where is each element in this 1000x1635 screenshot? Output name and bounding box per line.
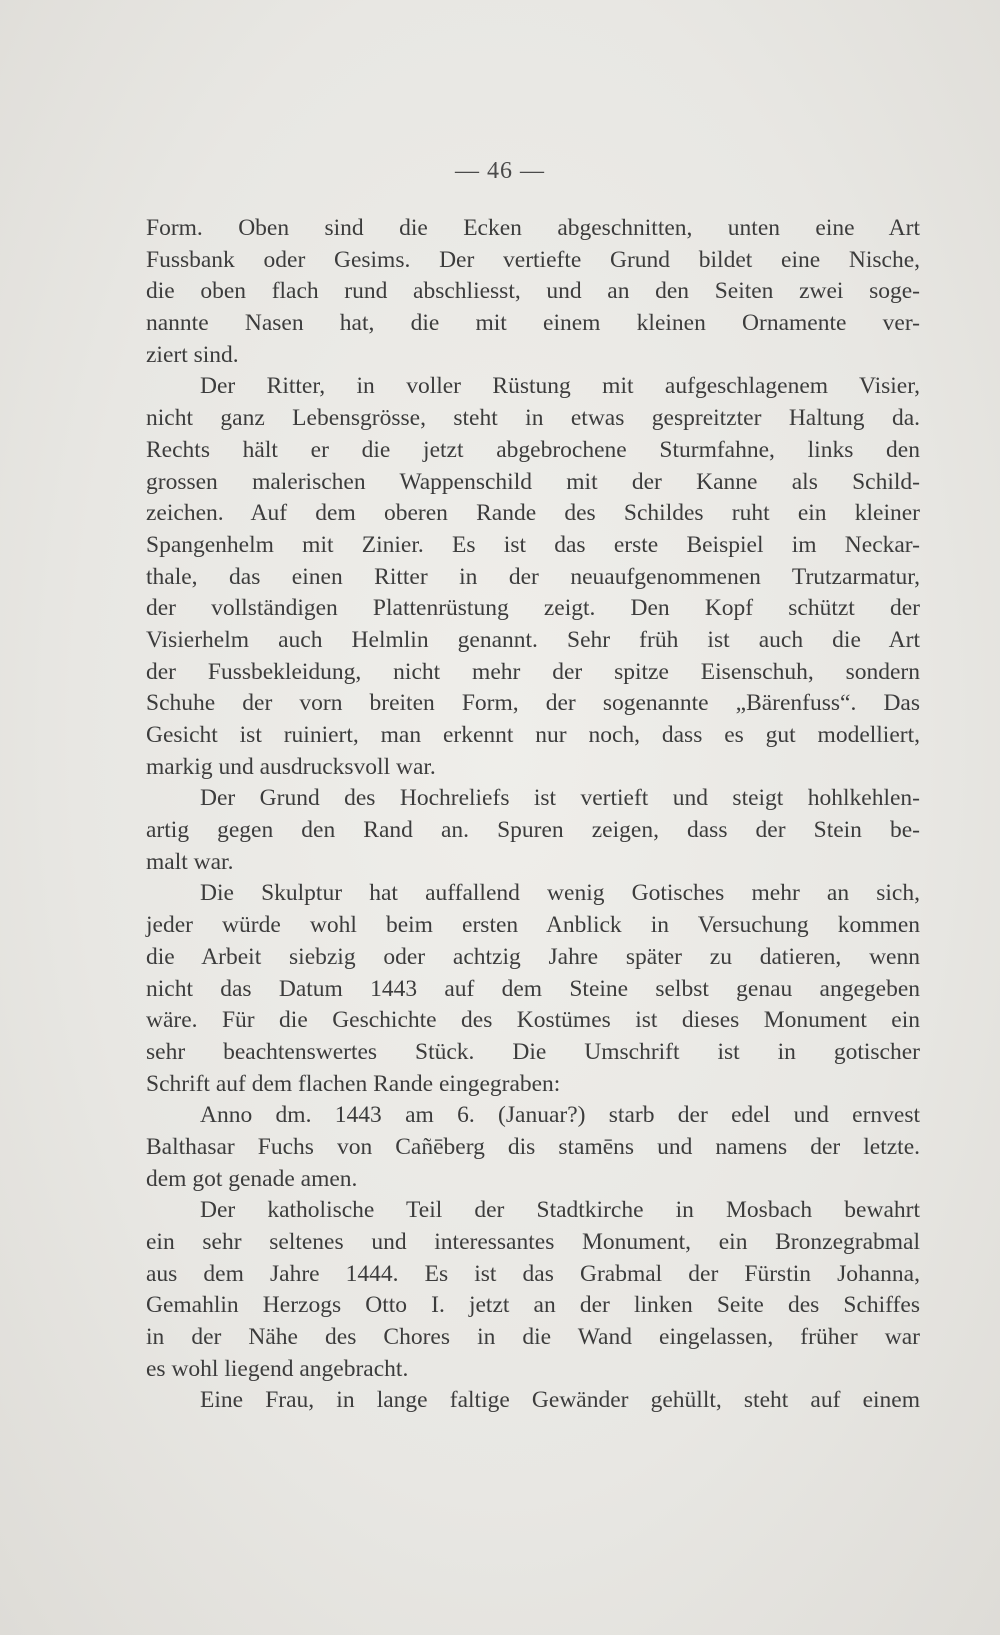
text-line: der vollständigen Plattenrüstung zeigt. Den Kopf schützt der	[146, 595, 920, 622]
text-line: thale, das einen Ritter in der neuaufgenommenen Trutzarmatur,	[146, 563, 920, 590]
text-line: dem got genade amen.	[146, 1165, 358, 1192]
text-line: malt war.	[146, 848, 234, 875]
page-number: — 46 —	[455, 158, 545, 184]
text-line: Schuhe der vorn breiten Form, der sogenannte „Bärenfuss“. Das	[146, 690, 920, 717]
text-line: die oben flach rund abschliesst, und an den Seiten zwei soge-	[146, 278, 920, 305]
text-line: Der Grund des Hochreliefs ist vertieft und steigt hohlkehlen-	[200, 785, 920, 812]
text-line: Balthasar Fuchs von Cañēberg dis stamēns und namens der letzte.	[146, 1133, 920, 1160]
text-line: es wohl liegend angebracht.	[146, 1355, 409, 1382]
text-line: nannte Nasen hat, die mit einem kleinen Ornamente ver-	[146, 310, 920, 337]
text-line: nicht ganz Lebensgrösse, steht in etwas gespreitzter Haltung da.	[146, 405, 920, 432]
text-line: Gesicht ist ruiniert, man erkennt nur noch, dass es gut modelliert,	[146, 722, 920, 748]
text-line: markig und ausdrucksvoll war.	[146, 753, 436, 780]
text-line: Visierhelm auch Helmlin genannt. Sehr früh ist auch die Art	[146, 626, 920, 653]
text-line: Die Skulptur hat auffallend wenig Gotisches mehr an sich,	[200, 880, 920, 907]
text-line: Spangenhelm mit Zinier. Es ist das erste Beispiel im Neckar-	[146, 531, 920, 558]
text-line: Rechts hält er die jetzt abgebrochene Sturmfahne, links den	[146, 436, 920, 463]
text-line: die Arbeit siebzig oder achtzig Jahre später zu datieren, wenn	[146, 943, 920, 970]
text-line: Schrift auf dem flachen Rande eingegraben:	[146, 1070, 561, 1097]
text-line: der Fussbekleidung, nicht mehr der spitze Eisenschuh, sondern	[146, 658, 920, 685]
text-line: ein sehr seltenes und interessantes Monument, ein Bronzegrabmal	[146, 1229, 920, 1255]
text-line: ziert sind.	[146, 341, 239, 368]
text-line: jeder würde wohl beim ersten Anblick in Versuchung kommen	[146, 912, 920, 939]
text-line: Anno dm. 1443 am 6. (Januar?) starb der edel und ernvest	[200, 1102, 920, 1129]
text-line: Der Ritter, in voller Rüstung mit aufgeschlagenem Visier,	[200, 373, 920, 400]
text-line: zeichen. Auf dem oberen Rande des Schildes ruht ein kleiner	[146, 500, 920, 527]
text-line: Der katholische Teil der Stadtkirche in Mosbach bewahrt	[200, 1197, 920, 1224]
text-line: aus dem Jahre 1444. Es ist das Grabmal der Fürstin Johanna,	[146, 1260, 920, 1287]
text-line: Form. Oben sind die Ecken abgeschnitten, unten eine Art	[146, 215, 920, 241]
text-line: wäre. Für die Geschichte des Kostümes ist dieses Monument ein	[146, 1007, 920, 1034]
text-line: Gemahlin Herzogs Otto I. jetzt an der linken Seite des Schiffes	[146, 1292, 920, 1319]
body-text	[146, 213, 920, 1417]
text-line: Eine Frau, in lange faltige Gewänder gehüllt, steht auf einem	[200, 1387, 920, 1414]
text-line: grossen malerischen Wappenschild mit der Kanne als Schild-	[146, 468, 920, 495]
text-line: artig gegen den Rand an. Spuren zeigen, dass der Stein be-	[146, 817, 920, 844]
text-line: sehr beachtenswertes Stück. Die Umschrift ist in gotischer	[146, 1038, 920, 1065]
text-line: Fussbank oder Gesims. Der vertiefte Grund bildet eine Nische,	[146, 246, 920, 273]
text-line: in der Nähe des Chores in die Wand eingelassen, früher war	[146, 1324, 920, 1351]
text-line: nicht das Datum 1443 auf dem Steine selbst genau angegeben	[146, 975, 920, 1002]
